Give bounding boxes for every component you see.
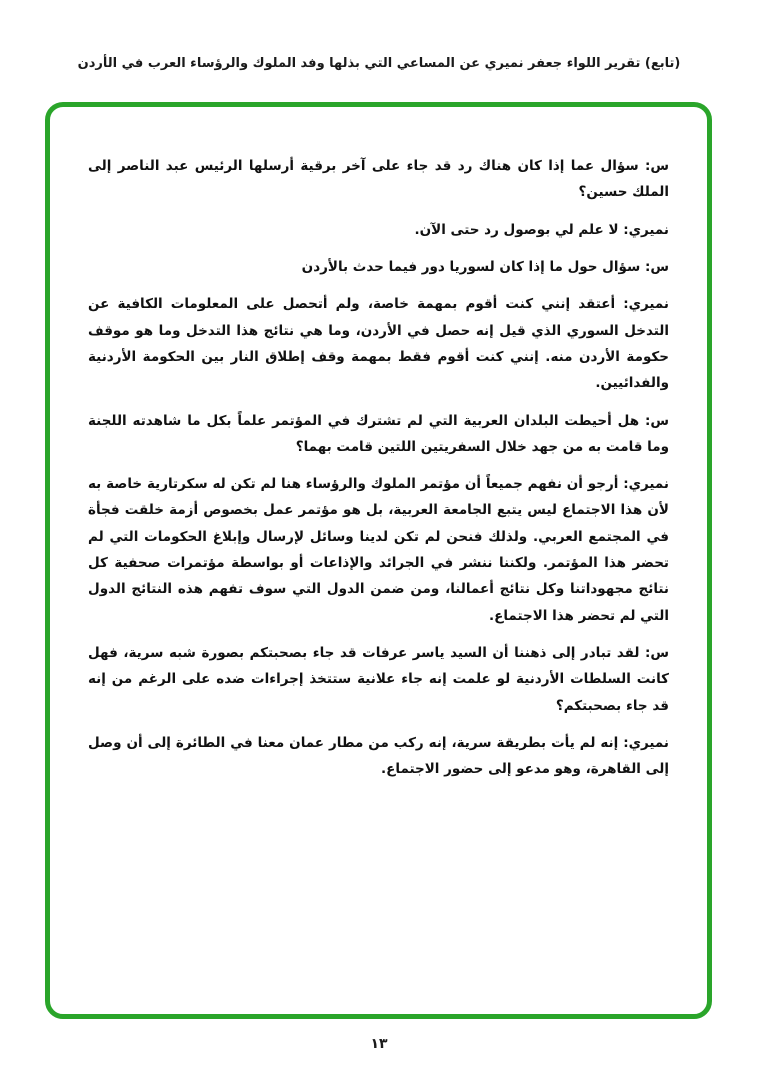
answer-paragraph: نميري: إنه لم يأت بطريقة سرية، إنه ركب من مطار عمان معنا في الطائرة إلى أن وصل إلى القاهرة، وهو مدعو إلى حضور الاجتماع. <box>88 734 669 778</box>
document-body <box>50 107 707 783</box>
green-border-frame <box>45 102 712 1019</box>
question-paragraph: س: لقد تبادر إلى ذهننا أن السيد ياسر عرفات قد جاء بصحبتكم بصورة شبه سرية، فهل كانت السلطات الأردنية لو علمت إنه جاء علانية ستتخذ إجراءات ضده على الرغم من إنه قد جاء بصحبتكم؟ <box>88 645 669 714</box>
question-paragraph: س: سؤال حول ما إذا كان لسوريا دور فيما حدث بالأردن <box>301 258 669 275</box>
answer-paragraph: نميري: أعتقد إنني كنت أقوم بمهمة خاصة، ولم أتحصل على المعلومات الكافية عن التدخل السوري الذي قيل إنه حصل في الأردن، وما هي نتائج هذا التدخل وما هو موقف حكومة الأردن منه. إنني كنت أقوم فقط بمهمة وقف إطلاق النار بين الحكومة الأردنية والفدائيين. <box>88 296 669 392</box>
page-header-title: (تابع) تقرير اللواء جعفر نميري عن المساعي التي بذلها وفد الملوك والرؤساء العرب في الأردن <box>77 56 681 71</box>
answer-paragraph: نميري: أرجو أن نفهم جميعاً أن مؤتمر الملوك والرؤساء هنا لم تكن له سكرتارية خاصة به لأن هذا الاجتماع ليس يتبع الجامعة العربية، بل هو مؤتمر عمل بخصوص أزمة خلقت فجأة في المجتمع العربي. ولذلك فنحن لم تكن لدينا وسائل لإرسال وإبلاغ الحكومات التي لم تحضر هذا المؤتمر. ولكننا ننشر في الجرائد والإذاعات أو بواسطة مؤتمرات صحفية كل نتائج مجهوداتنا وكل نتائج أعمالنا، ومن ضمن الدول التي سوف تفهم هذه النتائج الدول التي لم تحضر هذا الاجتماع. <box>88 476 669 624</box>
page-number: ١٣ <box>370 1036 388 1052</box>
question-paragraph: س: هل أحيطت البلدان العربية التي لم تشترك في المؤتمر علماً بكل ما شاهدته اللجنة وما قامت به من جهد خلال السفريتين اللتين قامت بهما؟ <box>88 412 669 455</box>
question-paragraph: س: سؤال عما إذا كان هناك رد قد جاء على آخر برقية أرسلها الرئيس عبد الناصر إلى الملك حسين؟ <box>88 158 669 201</box>
answer-paragraph: نميري: لا علم لي بوصول رد حتى الآن. <box>414 221 669 238</box>
